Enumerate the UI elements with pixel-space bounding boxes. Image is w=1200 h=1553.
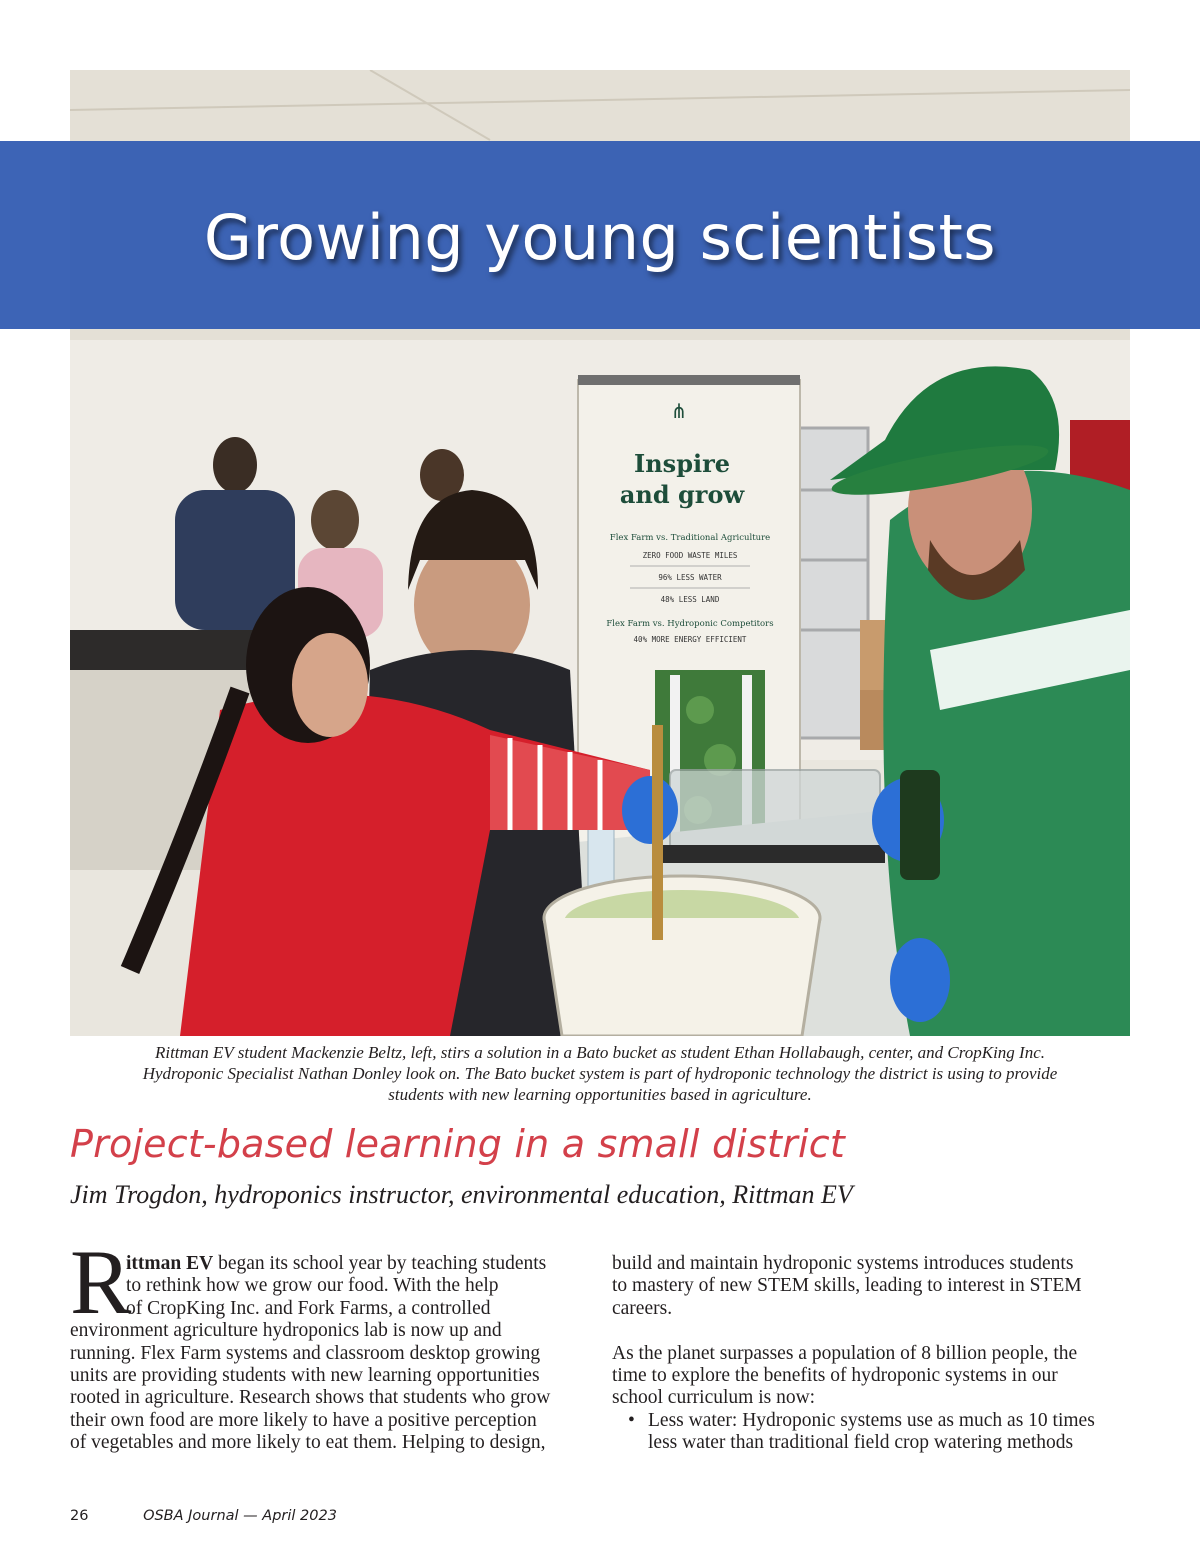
bullet-item <box>612 1410 1132 1432</box>
banner-line-6: 40% MORE ENERGY EFFICIENT <box>633 635 747 644</box>
body-line: units are providing students with new learning opportunities <box>70 1364 540 1386</box>
body-line: As the planet surpasses a population of 8 billion people, the <box>612 1342 1078 1364</box>
caption-line: Rittman EV student Mackenzie Beltz, left, stirs a solution in a Bato bucket as student Ethan Hollabaugh, center, and CropKing Inc. <box>154 1043 1046 1062</box>
body-line: time to explore the benefits of hydroponic systems in our <box>612 1364 1058 1386</box>
drop-cap: R <box>70 1231 132 1333</box>
body-line: to rethink how we grow our food. With the help <box>126 1275 499 1297</box>
banner-line-5: Flex Farm vs. Hydroponic Competitors <box>606 619 774 629</box>
banner-line-3: 96% LESS WATER <box>658 573 722 582</box>
body-line <box>612 1432 1132 1454</box>
body-line: of CropKing Inc. and Fork Farms, a controlled <box>126 1297 491 1319</box>
article-subhead: Project-based learning in a small district <box>70 1122 845 1166</box>
banner-line-1: Flex Farm vs. Traditional Agriculture <box>609 533 771 543</box>
body-line: of vegetables and more likely to eat them. Helping to design, <box>70 1432 546 1454</box>
article-byline: Jim Trogdon, hydroponics instructor, environmental education, Rittman EV <box>70 1180 853 1209</box>
bullet-icon: • <box>628 1409 635 1431</box>
body-line: to mastery of new STEM skills, leading to interest in STEM <box>612 1275 1082 1297</box>
banner-heading-line-1: Inspire <box>634 449 730 478</box>
bullet-line: less water than traditional field crop watering methods <box>648 1432 1074 1454</box>
page-footer <box>70 1508 337 1524</box>
caption-line: Hydroponic Specialist Nathan Donley look on. The Bato bucket system is part of hydroponic technology the district is using to provide <box>142 1064 1058 1083</box>
banner-line-4: 48% LESS LAND <box>660 595 720 604</box>
body-line: their own food are more likely to have a positive perception <box>70 1409 537 1431</box>
body-line: build and maintain hydroponic systems introduces students <box>612 1253 1074 1274</box>
bullet-line: Less water: Hydroponic systems use as much as 10 times <box>648 1409 1095 1431</box>
photo-caption <box>70 1042 1130 1105</box>
journal-issue: OSBA Journal — April 2023 <box>143 1508 337 1524</box>
title-band <box>0 141 1200 329</box>
caption-line: students with new learning opportunities based in agriculture. <box>388 1085 812 1104</box>
banner-heading-line-2: and grow <box>619 480 745 509</box>
body-line: running. Flex Farm systems and classroom desktop growing <box>70 1342 541 1364</box>
body-line: environment agriculture hydroponics lab is now up and <box>70 1320 502 1342</box>
page-title: Growing young scientists <box>203 200 997 274</box>
lead-bold-text: ittman EV <box>126 1253 214 1274</box>
article-column-left <box>70 1253 580 1455</box>
body-line: careers. <box>612 1297 673 1319</box>
fork-logo-icon: ⋔ <box>670 399 688 423</box>
body-line: rooted in agriculture. Research shows that students who grow <box>70 1387 551 1409</box>
article-column-right <box>612 1253 1132 1455</box>
banner-line-2: ZERO FOOD WASTE MILES <box>642 551 738 560</box>
page-number: 26 <box>70 1508 89 1524</box>
body-line: ittman EV began its school year by teaching students <box>126 1253 547 1274</box>
body-line: school curriculum is now: <box>612 1387 816 1409</box>
